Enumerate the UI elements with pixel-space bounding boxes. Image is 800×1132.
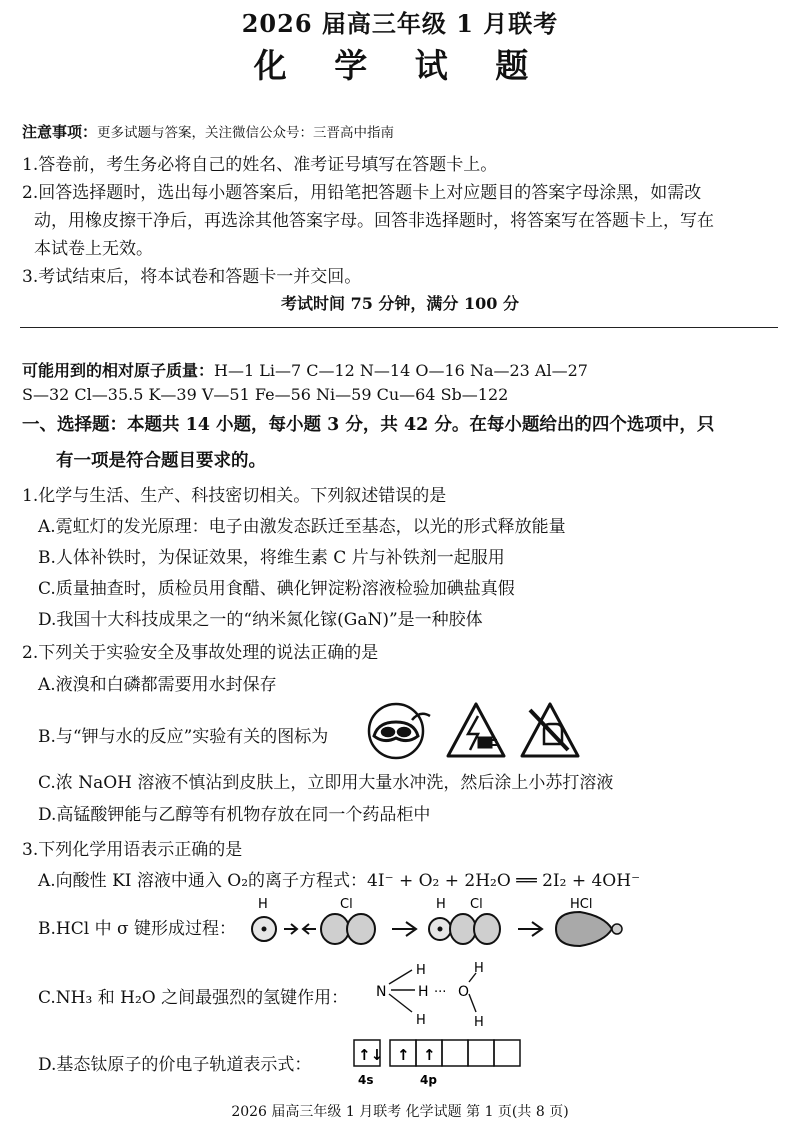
label-4s: 4s	[358, 1073, 374, 1087]
atom-h-o-top: H	[474, 961, 484, 976]
cl-p-lobe-right	[347, 914, 375, 944]
divider	[20, 327, 778, 328]
label-h-2: H	[436, 897, 446, 912]
goggles-icon	[369, 704, 430, 758]
notice-item-2-cont2: 本试卷上无效。	[34, 239, 153, 259]
hbond-dots: ···	[434, 985, 447, 1000]
atom-n: N	[376, 984, 387, 1000]
q1-option-d: D.我国十大科技成果之一的“纳米氮化镓(GaN)”是一种胶体	[38, 610, 483, 630]
hcl-sigma-orbital	[556, 912, 612, 946]
orbital-4p-box-4	[468, 1040, 494, 1066]
atomic-masses-1	[22, 358, 588, 381]
exam-title: 2026 届高三年级 1 月联考	[241, 9, 559, 38]
q3-option-b: B.HCl 中 σ 键形成过程：	[38, 919, 236, 939]
q1-option-c: C.质量抽查时，质检员用食醋、碘化钾淀粉溶液检验加碘盐真假	[38, 579, 515, 599]
cl-p-lobe-left	[321, 914, 349, 944]
page-footer: 2026 届高三年级 1 月联考 化学试题 第 1 页(共 8 页)	[231, 1104, 569, 1120]
arrow-right-icon-2	[392, 922, 416, 936]
notice-extra: 更多试题与答案，关注微信公众号：三晋高中指南	[97, 125, 395, 141]
cl-lobe-right-2	[474, 914, 500, 944]
section-heading: 一、选择题：本题共 14 小题，每小题 3 分，共 42 分。在每小题给出的四个选项中，只	[22, 415, 715, 435]
arrow-right-icon-3	[518, 922, 542, 936]
q1-option-b: B.人体补铁时，为保证效果，将维生素 C 片与补铁剂一起服用	[38, 548, 505, 568]
q3-orbital-diagram	[350, 1036, 530, 1090]
notice-heading	[22, 121, 394, 142]
q2-option-b: B.与“钾与水的反应”实验有关的图标为	[38, 727, 329, 747]
q1-option-a: A.霓虹灯的发光原理：电子由激发态跃迁至基态，以光的形式释放能量	[38, 517, 566, 537]
notice-label: 注意事项：	[22, 123, 98, 141]
arrow-right-icon	[284, 924, 297, 934]
q2-option-a: A.液溴和白磷都需要用水封保存	[38, 675, 277, 695]
label-cl-1: Cl	[340, 897, 353, 912]
hcl-back-lobe	[612, 924, 622, 934]
exam-time: 考试时间 75 分钟，满分 100 分	[281, 294, 519, 313]
masses-line1: H—1 Li—7 C—12 N—14 O—16 Na—23 Al—27	[214, 361, 588, 380]
notice-item-1: 1.答卷前，考生务必将自己的姓名、准考证号填写在答题卡上。	[22, 155, 498, 175]
q2-option-d: D.高锰酸钾能与乙醇等有机物存放在同一个药品柜中	[38, 805, 431, 825]
orbital-4p-box-5	[494, 1040, 520, 1066]
q3-sigma-diagram	[244, 894, 644, 956]
hand-wash-icon	[522, 704, 578, 756]
subject-title: 化 学 试 题	[253, 46, 547, 85]
atom-h-top: H	[416, 963, 426, 978]
q3-option-a: A.向酸性 KI 溶液中通入 O₂的离子方程式：4I⁻ + O₂ + 2H₂O ══ 2I₂ + 4OH⁻	[38, 871, 641, 891]
atomic-masses-2: S—32 Cl—35.5 K—39 V—51 Fe—56 Ni—59 Cu—64 Sb—122	[22, 385, 509, 404]
notice-item-2-cont: 动，用橡皮擦干净后，再选涂其他答案字母。回答非选择题时，将答案写在答题卡上，写在	[34, 211, 714, 231]
atom-o: O	[458, 984, 470, 1000]
q3-option-c: C.NH₃ 和 H₂O 之间最强烈的氢键作用：	[38, 988, 349, 1008]
label-cl-2: Cl	[470, 897, 483, 912]
h-nucleus	[262, 927, 267, 932]
atom-h-mid: H	[418, 984, 429, 1000]
q3-hbond-diagram	[372, 958, 502, 1028]
atom-h-bottom: H	[416, 1013, 426, 1028]
q1-stem: 1.化学与生活、生产、科技密切相关。下列叙述错误的是	[22, 486, 447, 506]
q3-stem: 3.下列化学用语表示正确的是	[22, 840, 243, 860]
cl-lobe-left-2	[450, 914, 476, 944]
notice-item-3: 3.考试结束后，将本试卷和答题卡一并交回。	[22, 267, 362, 287]
electric-hazard-icon	[448, 704, 504, 756]
q2-stem: 2.下列关于实验安全及事故处理的说法正确的是	[22, 643, 379, 663]
h-nucleus-2	[438, 927, 443, 932]
section-heading-cont: 有一项是符合题目要求的。	[56, 451, 266, 471]
electron-4p-2: ↑	[423, 1046, 436, 1064]
electron-4p-1: ↑	[397, 1046, 410, 1064]
notice-item-2: 2.回答选择题时，选出每小题答案后，用铅笔把答题卡上对应题目的答案字母涂黑，如需改	[22, 183, 702, 203]
orbital-4p-box-3	[442, 1040, 468, 1066]
q3-option-d: D.基态钛原子的价电子轨道表示式：	[38, 1055, 312, 1075]
masses-label: 可能用到的相对原子质量：	[22, 361, 215, 380]
q2-pictograms	[364, 700, 584, 762]
q2-option-c: C.浓 NaOH 溶液不慎沾到皮肤上，立即用大量水冲洗，然后涂上小苏打溶液	[38, 773, 614, 793]
electrons-4s: ↑↓	[358, 1046, 384, 1064]
label-hcl: HCl	[570, 897, 593, 912]
label-4p: 4p	[420, 1073, 437, 1087]
atom-h-o-bottom: H	[474, 1015, 484, 1028]
label-h-1: H	[258, 897, 268, 912]
arrow-left-icon	[303, 924, 316, 934]
